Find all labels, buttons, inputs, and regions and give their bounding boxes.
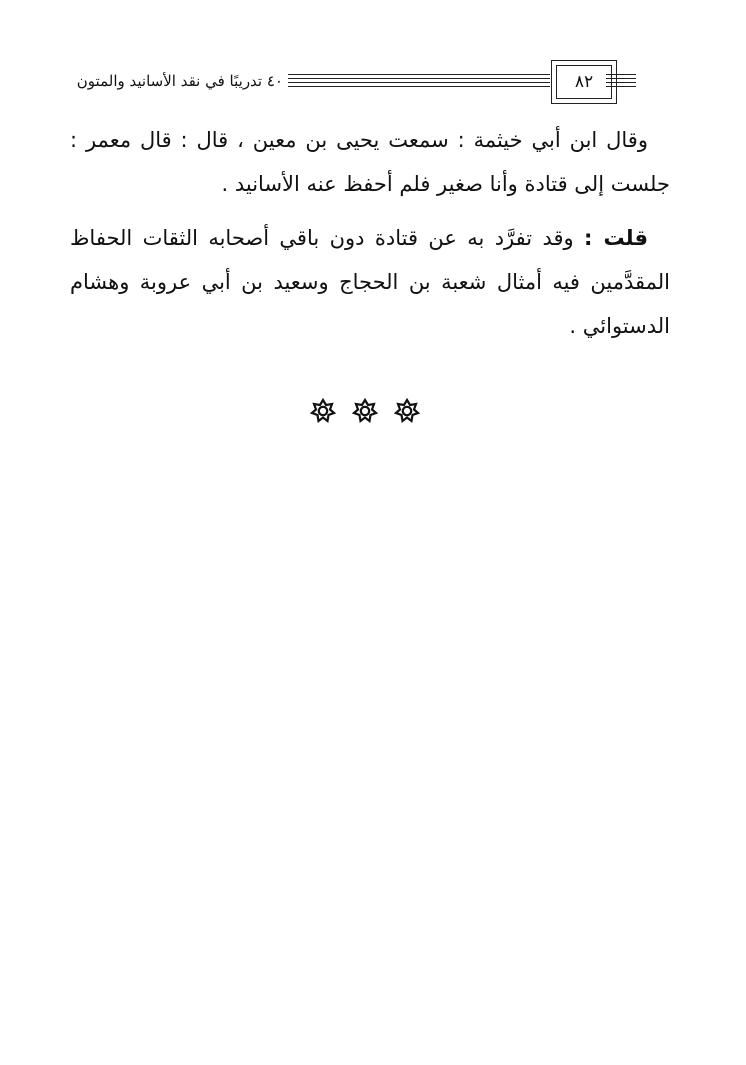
header-rule-lines [288,74,550,92]
header-rule-lines-right [606,74,636,92]
section-ornaments [310,396,420,426]
paragraph-1 [70,118,670,206]
flower-ornament-icon [394,398,420,424]
paragraph-2 [70,216,670,348]
page-number: ٨٢ [556,65,612,99]
running-header [78,60,643,110]
paragraph-1-text: وقال ابن أبي خيثمة : سمعت يحيى بن معين ، قال : قال معمر : جلست إلى قتادة وأنا صغير فلم أحفظ عنه الأسانيد . [70,128,670,196]
flower-ornament-icon [352,398,378,424]
paragraph-2-text: وقد تفرَّد به عن قتادة دون باقي أصحابه الثقات الحفاظ المقدَّمين فيه أمثال شعبة بن الحجاج وسعيد بن أبي عروبة وهشام الدستوائي . [70,226,670,338]
flower-ornament-icon [310,398,336,424]
running-title: ٤٠ تدريبًا في نقد الأسانيد والمتون [76,72,283,90]
main-text [70,118,670,358]
paragraph-2-lead: قلت : [584,226,649,250]
